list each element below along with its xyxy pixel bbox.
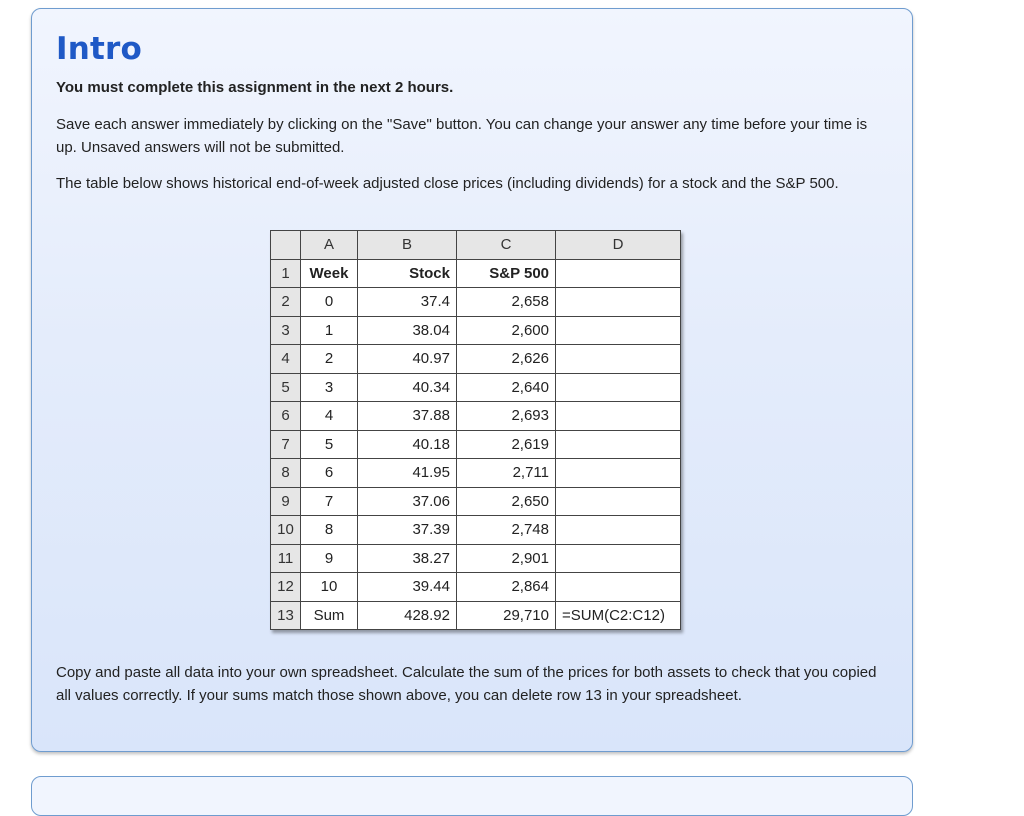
cell-stock: 37.06 (358, 487, 457, 516)
cell-sp500: 2,711 (457, 459, 556, 488)
cell-sp500: 2,600 (457, 316, 556, 345)
intro-card (31, 8, 913, 752)
row-number: 10 (271, 516, 301, 545)
row-number: 4 (271, 345, 301, 374)
table-row (271, 259, 681, 288)
cell-stock: 41.95 (358, 459, 457, 488)
cell-week: 5 (301, 430, 358, 459)
row-number: 12 (271, 573, 301, 602)
table-row (271, 573, 681, 602)
cell-d (556, 288, 681, 317)
cell-week: 8 (301, 516, 358, 545)
time-limit-warning: You must complete this assignment in the next 2 hours. (56, 79, 454, 96)
cell-sp500: 2,650 (457, 487, 556, 516)
table-row (271, 373, 681, 402)
table-row (271, 430, 681, 459)
cell-stock: 428.92 (358, 601, 457, 630)
cell-d (556, 316, 681, 345)
cell-week: 10 (301, 573, 358, 602)
cell-d: =SUM(C2:C12) (556, 601, 681, 630)
cell-sp500: 29,710 (457, 601, 556, 630)
cell-d (556, 345, 681, 374)
cell-sp500: 2,658 (457, 288, 556, 317)
cell-d (556, 487, 681, 516)
cell-stock: 40.34 (358, 373, 457, 402)
intro-title: Intro (56, 31, 143, 67)
row-number: 1 (271, 259, 301, 288)
copy-instructions: Copy and paste all data into your own spreadsheet. Calculate the sum of the prices for both assets to check that you copied all values correctly. If your sums match those shown above, you can delete row 13 in your spreadsheet. (56, 664, 877, 704)
cell-stock: 37.39 (358, 516, 457, 545)
cell-stock: 37.4 (358, 288, 457, 317)
row-number: 3 (271, 316, 301, 345)
table-row (271, 516, 681, 545)
spreadsheet-body (271, 259, 681, 630)
cell-sp500: 2,901 (457, 544, 556, 573)
cell-stock: 39.44 (358, 573, 457, 602)
corner-cell (271, 231, 301, 260)
cell-sp500: 2,619 (457, 430, 556, 459)
cell-d (556, 259, 681, 288)
cell-sp500: 2,693 (457, 402, 556, 431)
cell-sp500: 2,864 (457, 573, 556, 602)
cell-d (556, 516, 681, 545)
cell-week: 9 (301, 544, 358, 573)
table-row (271, 487, 681, 516)
cell-stock: Stock (358, 259, 457, 288)
column-header-c: C (457, 231, 556, 260)
row-number: 9 (271, 487, 301, 516)
row-number: 8 (271, 459, 301, 488)
table-row (271, 288, 681, 317)
cell-sp500: S&P 500 (457, 259, 556, 288)
table-row (271, 601, 681, 630)
cell-d (556, 402, 681, 431)
table-row (271, 345, 681, 374)
cell-d (556, 373, 681, 402)
column-header-d: D (556, 231, 681, 260)
cell-d (556, 459, 681, 488)
cell-d (556, 544, 681, 573)
row-number: 13 (271, 601, 301, 630)
column-header-a: A (301, 231, 358, 260)
cell-week: 4 (301, 402, 358, 431)
cell-week: 6 (301, 459, 358, 488)
cell-week: 0 (301, 288, 358, 317)
row-number: 6 (271, 402, 301, 431)
row-number: 11 (271, 544, 301, 573)
cell-sp500: 2,748 (457, 516, 556, 545)
table-description: The table below shows historical end-of-week adjusted close prices (including dividends) for a stock and the S&P 500. (56, 175, 839, 192)
cell-week: 3 (301, 373, 358, 402)
table-row (271, 459, 681, 488)
cell-stock: 37.88 (358, 402, 457, 431)
column-header-b: B (358, 231, 457, 260)
next-card (31, 776, 913, 816)
table-row (271, 316, 681, 345)
cell-stock: 40.97 (358, 345, 457, 374)
cell-week: Sum (301, 601, 358, 630)
cell-d (556, 573, 681, 602)
cell-week: Week (301, 259, 358, 288)
save-instructions: Save each answer immediately by clicking on the "Save" button. You can change your answer any time before your time is up. Unsaved answers will not be submitted. (56, 116, 868, 156)
table-row (271, 544, 681, 573)
price-spreadsheet (270, 230, 681, 630)
row-number: 7 (271, 430, 301, 459)
cell-stock: 38.27 (358, 544, 457, 573)
cell-stock: 38.04 (358, 316, 457, 345)
row-number: 5 (271, 373, 301, 402)
cell-sp500: 2,640 (457, 373, 556, 402)
cell-stock: 40.18 (358, 430, 457, 459)
cell-week: 1 (301, 316, 358, 345)
cell-sp500: 2,626 (457, 345, 556, 374)
table-row (271, 402, 681, 431)
column-header-row (271, 231, 681, 260)
cell-week: 2 (301, 345, 358, 374)
cell-week: 7 (301, 487, 358, 516)
cell-d (556, 430, 681, 459)
row-number: 2 (271, 288, 301, 317)
